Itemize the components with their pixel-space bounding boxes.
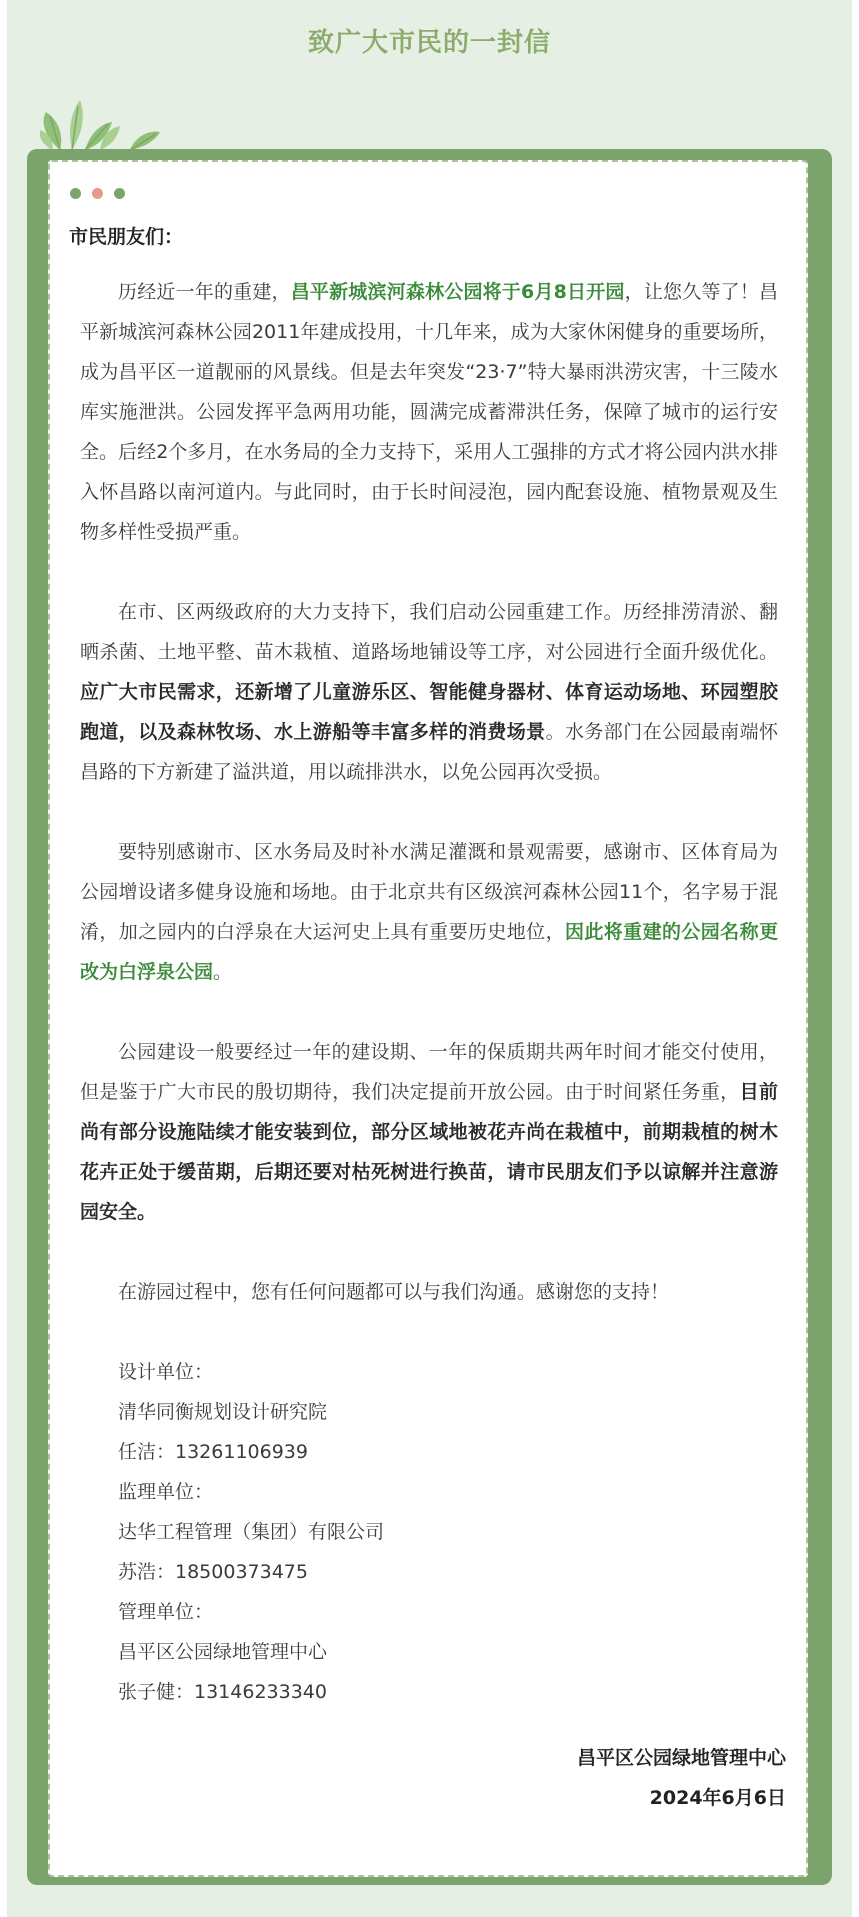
page-title: 致广大市民的一封信 [307, 28, 551, 58]
contact-line: 苏浩：18500373475 [118, 1561, 308, 1583]
paragraph-text: 。 [213, 961, 233, 983]
paragraph-reopening [80, 272, 778, 552]
paragraph-text: 要特别感谢市、区水务局及时补水满足灌溉和景观需要，感谢市、区体育局为公园增设诸多健身设施和场地。由于北京共有区级滨河森林公园11个，名字易于混淆，加之园内的白浮泉在大运河史上具有重要历史地位， [80, 841, 778, 943]
highlight-opening-date: 昌平新城滨河森林公园将于6月8日开园 [290, 281, 625, 303]
paragraph-thanks: 在游园过程中，您有任何问题都可以与我们沟通。感谢您的支持！ [118, 1281, 670, 1303]
letter-body [80, 272, 778, 1712]
contact-line: 监理单位： [118, 1481, 214, 1503]
contact-list [80, 1352, 778, 1712]
dot-green-icon [114, 188, 125, 199]
dot-green-icon [70, 188, 81, 199]
paragraph-early-opening [80, 1032, 778, 1232]
contact-line: 清华同衡规划设计研究院 [118, 1401, 328, 1423]
signature-date: 2024年6月6日 [649, 1787, 786, 1809]
signature-block [577, 1738, 786, 1818]
contact-line: 管理单位： [118, 1601, 214, 1623]
bold-new-facilities: 应广大市民需求，还新增了儿童游乐区、智能健身器材、体育运动场地、环园塑胶跑道，以及森林牧场、水上游船等丰富多样的消费场景 [80, 681, 778, 743]
leaf-sprig-icon [40, 92, 180, 152]
paragraph-text: 公园建设一般要经过一年的建设期、一年的保质期共两年时间才能交付使用，但是鉴于广大市民的殷切期待，我们决定提前开放公园。由于时间紧任务重， [80, 1041, 778, 1103]
contact-line: 任洁：13261106939 [118, 1441, 308, 1463]
paragraph-text: 在市、区两级政府的大力支持下，我们启动公园重建工作。历经排涝清淤、翻晒杀菌、土地平整、苗木栽植、道路场地铺设等工序，对公园进行全面升级优化。 [80, 601, 778, 663]
contact-line: 设计单位： [118, 1361, 214, 1383]
contact-line: 昌平区公园绿地管理中心 [118, 1641, 328, 1663]
greeting: 市民朋友们： [69, 226, 184, 248]
highlight-new-name: 因此将重建的公园名称更改为白浮泉公园 [80, 921, 778, 983]
dot-pink-icon [92, 188, 103, 199]
contact-line: 张子健：13146233340 [118, 1681, 327, 1703]
paragraph-reconstruction [80, 592, 778, 792]
paragraph-text: 历经近一年的重建， [118, 281, 291, 303]
letter-card [48, 160, 808, 1877]
bold-safety-notice: 目前尚有部分设施陆续才能安装到位，部分区域地被花卉尚在栽植中，前期栽植的树木花卉正处于缓苗期，后期还要对枯死树进行换苗，请市民朋友们予以谅解并注意游园安全。 [80, 1081, 778, 1223]
window-dots-icon [70, 184, 131, 196]
paragraph-text: 。水务部门在公园最南端怀昌路的下方新建了溢洪道，用以疏排洪水，以免公园再次受损。 [80, 721, 778, 783]
paragraph-text: ，让您久等了！昌平新城滨河森林公园2011年建成投用，十几年来，成为大家休闲健身的重要场所，成为昌平区一道靓丽的风景线。但是去年突发“23·7”特大暴雨洪涝灾害，十三陵水库实施泄洪。公园发挥平急两用功能，圆满完成蓄滞洪任务，保障了城市的运行安全。后经2个多月，在水务局的全力支持下，采用人工强排的方式才将公园内洪水排入怀昌路以南河道内。与此同时，由于长时间浸泡，园内配套设施、植物景观及生物多样性受损严重。 [80, 281, 778, 543]
signature-org: 昌平区公园绿地管理中心 [576, 1747, 786, 1769]
paragraph-renaming [80, 832, 778, 992]
contact-line: 达华工程管理（集团）有限公司 [118, 1521, 385, 1543]
